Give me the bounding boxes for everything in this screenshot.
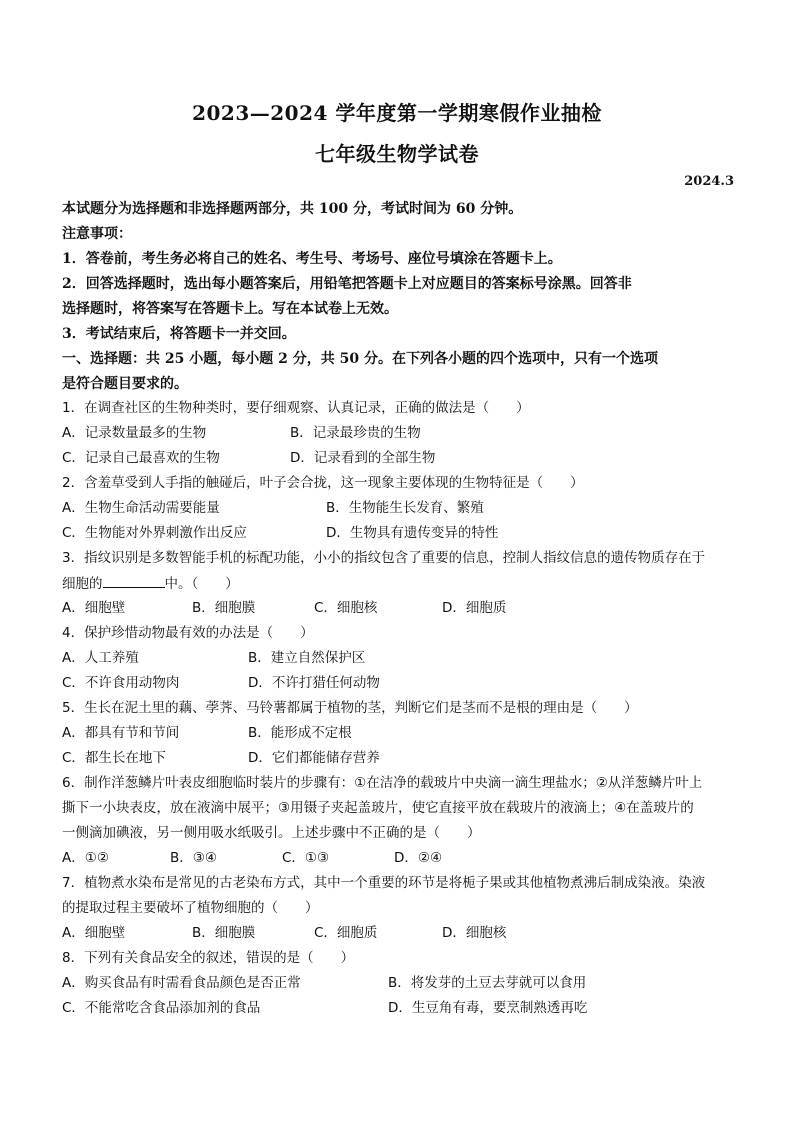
question-6-stem-line2: 撕下一小块表皮，放在液滴中展平；③用镊子夹起盖玻片，使它直接平放在载玻片的液滴上；④在盖玻片的 [62, 800, 694, 816]
question-7-option-d: D．细胞核 [442, 925, 507, 941]
exam-subtitle: 七年级生物学试卷 [315, 142, 479, 166]
question-7-option-c: C．细胞质 [314, 925, 378, 941]
question-3-stem-part1: 细胞的 [62, 576, 103, 592]
question-3-option-a: A．细胞壁 [62, 600, 126, 616]
question-1-option-c: C．记录自己最喜欢的生物 [62, 450, 220, 466]
question-5-option-b: B．能形成不定根 [248, 725, 352, 741]
question-1-stem: 1．在调查社区的生物种类时，要仔细观察、认真记录，正确的做法是（ ） [62, 400, 530, 416]
question-8-option-b: B．将发芽的土豆去芽就可以食用 [388, 975, 587, 991]
question-6-option-a: A．①② [62, 850, 109, 866]
question-5-option-c: C．都生长在地下 [62, 750, 166, 766]
question-2-option-d: D．生物具有遗传变异的特性 [326, 525, 499, 541]
question-1-option-b: B．记录最珍贵的生物 [290, 425, 421, 441]
question-3-stem-line2 [62, 573, 734, 594]
question-5-option-d: D．它们都能储存营养 [248, 750, 380, 766]
question-3-option-d: D．细胞质 [442, 600, 507, 616]
question-2-option-b: B．生物能生长发育、繁殖 [326, 500, 484, 516]
question-3-option-b: B．细胞膜 [192, 600, 256, 616]
question-7-option-b: B．细胞膜 [192, 925, 256, 941]
question-7-stem-line2: 的提取过程主要破坏了植物细胞的（ ） [62, 900, 319, 916]
section-heading-line1: 一、选择题：共 25 小题，每小题 2 分，共 50 分。在下列各小题的四个选项中，只有一个选项 [62, 351, 658, 367]
question-5-option-a: A．都具有节和节间 [62, 725, 180, 741]
question-2-option-c: C．生物能对外界刺激作出反应 [62, 525, 247, 541]
question-4-option-a: A．人工养殖 [62, 650, 139, 666]
question-6-stem-line3: 一侧滴加碘液，另一侧用吸水纸吸引。上述步骤中不正确的是（ ） [62, 825, 481, 841]
question-8-stem: 8．下列有关食品安全的叙述，错误的是（ ） [62, 950, 355, 966]
question-4-option-c: C．不许食用动物肉 [62, 675, 180, 691]
question-3-stem-line1: 3．指纹识别是多数智能手机的标配功能，小小的指纹包含了重要的信息，控制人指纹信息的遗传物质存在于 [62, 550, 706, 566]
note-3: 3．考试结束后，将答题卡一并交回。 [62, 326, 296, 342]
exam-title: 2023—2024 学年度第一学期寒假作业抽检 [192, 101, 602, 125]
exam-summary: 本试题分为选择题和非选择题两部分，共 100 分，考试时间为 60 分钟。 [62, 201, 523, 217]
note-2-line1: 2．回答选择题时，选出每小题答案后，用铅笔把答题卡上对应题目的答案标号涂黑。回答非 [62, 276, 632, 292]
question-8-option-a: A．购买食品有时需看食品颜色是否正常 [62, 975, 301, 991]
exam-date: 2024.3 [684, 174, 734, 189]
question-1-option-d: D．记录看到的全部生物 [290, 450, 436, 466]
question-4-option-d: D．不许打猎任何动物 [248, 675, 380, 691]
question-6-stem-line1: 6．制作洋葱鳞片叶表皮细胞临时装片的步骤有：①在洁净的载玻片中央滴一滴生理盐水；②从洋葱鳞片叶上 [62, 775, 703, 791]
question-3-option-c: C．细胞核 [314, 600, 378, 616]
question-1-option-a: A．记录数量最多的生物 [62, 425, 207, 441]
question-2-stem: 2．含羞草受到人手指的触碰后，叶子会合拢，这一现象主要体现的生物特征是（ ） [62, 475, 584, 491]
question-5-stem: 5．生长在泥土里的藕、荸荠、马铃薯都属于植物的茎，判断它们是茎而不是根的理由是（ ） [62, 700, 638, 716]
question-8-option-c: C．不能常吃含食品添加剂的食品 [62, 1000, 261, 1016]
note-2-line2: 选择题时，将答案写在答题卡上。写在本试卷上无效。 [62, 301, 398, 317]
section-heading-line2: 是符合题目要求的。 [62, 376, 188, 392]
question-8-option-d: D．生豆角有毒，要烹制熟透再吃 [388, 1000, 588, 1016]
note-1: 1．答卷前，考生务必将自己的姓名、考生号、考场号、座位号填涂在答题卡上。 [62, 251, 562, 267]
question-2-option-a: A．生物生命活动需要能量 [62, 500, 220, 516]
question-4-stem: 4．保护珍惜动物最有效的办法是（ ） [62, 625, 314, 641]
question-3-blank [103, 573, 165, 588]
question-7-option-a: A．细胞壁 [62, 925, 126, 941]
question-4-option-b: B．建立自然保护区 [248, 650, 366, 666]
question-6-option-b: B．③④ [170, 850, 217, 866]
notes-title: 注意事项： [62, 226, 132, 242]
question-7-stem-line1: 7．植物煮水染布是常见的古老染布方式，其中一个重要的环节是将栀子果或其他植物煮沸后制成染液。染液 [62, 875, 706, 891]
question-6-option-c: C．①③ [282, 850, 330, 866]
question-6-option-d: D．②④ [394, 850, 443, 866]
question-3-stem-part2: 中。（ ） [164, 576, 239, 592]
